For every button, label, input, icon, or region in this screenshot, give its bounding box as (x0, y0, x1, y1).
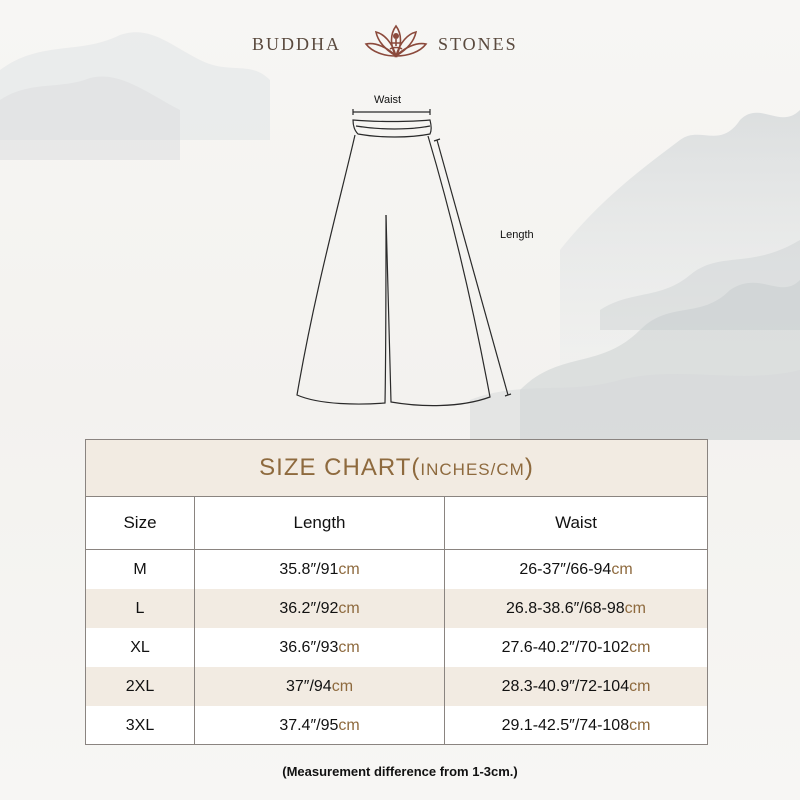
waist-cell: 28.3-40.9″/72-104cm (445, 667, 708, 706)
header-size: Size (86, 497, 195, 550)
size-cell: 3XL (125, 716, 155, 734)
size-cell: 2XL (86, 667, 195, 706)
pants-outline (0, 90, 800, 420)
waist-cell: 27.6-40.2″/70-102cm (445, 628, 708, 667)
length-cell: 37″/94cm (195, 667, 445, 706)
waist-cell: 29.1-42.5″/74-108cm (445, 706, 708, 745)
length-cell: 36.6″/93cm (195, 628, 445, 667)
size-chart-grid (86, 497, 707, 745)
measurement-footnote: (Measurement difference from 1-3cm.) (282, 764, 518, 779)
header-waist: Waist (445, 497, 708, 550)
table-row (86, 628, 707, 667)
waist-cell: 26-37″/66-94cm (445, 550, 708, 590)
size-cell: M (133, 560, 147, 578)
table-row (86, 589, 707, 628)
length-cell: 35.8″/91cm (195, 550, 445, 590)
table-row (86, 667, 707, 706)
table-row (86, 550, 707, 590)
length-label: Length (500, 229, 534, 241)
length-cell: 36.2″/92cm (195, 589, 445, 628)
size-cell: XL (130, 638, 150, 656)
table-row (86, 706, 707, 745)
waist-label: Waist (374, 94, 402, 106)
size-cell: L (86, 589, 195, 628)
header-length: Length (195, 497, 445, 550)
size-chart-title: SIZE CHART(INCHES/CM) (259, 454, 534, 481)
pants-measurement-diagram (0, 90, 800, 420)
size-chart-title-row (86, 440, 707, 497)
brand-word-left: BUDDHA (252, 34, 342, 54)
size-chart-table (85, 439, 708, 745)
brand-logo (0, 12, 800, 72)
waist-cell: 26.8-38.6″/68-98cm (445, 589, 708, 628)
lotus-meditation-icon (356, 12, 436, 72)
brand-word-right: STONES (438, 34, 518, 54)
length-cell: 37.4″/95cm (195, 706, 445, 745)
table-header-row (86, 497, 707, 550)
